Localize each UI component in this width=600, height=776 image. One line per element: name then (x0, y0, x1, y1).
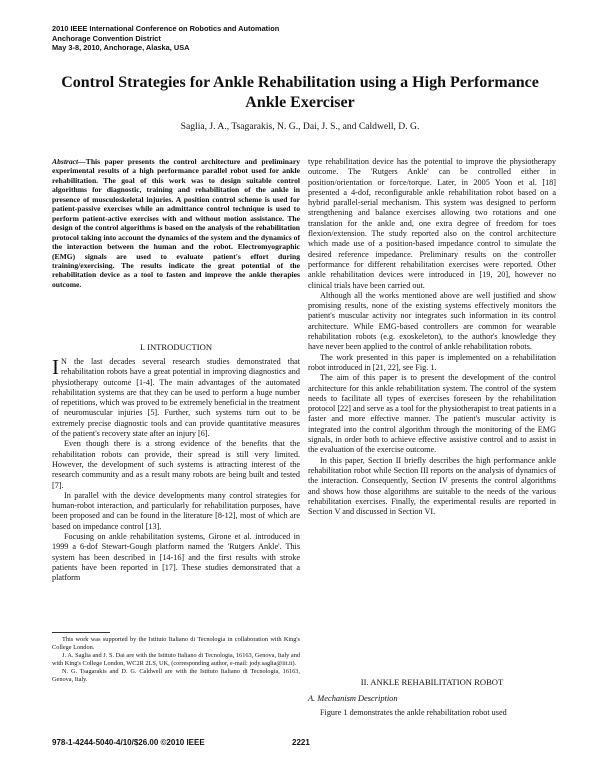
conference-dates: May 3-8, 2010, Anchorage, Alaska, USA (52, 43, 190, 53)
footnote-affiliation-2: N. G. Tsagarakis and D. G. Caldwell are with the Istituto Italiano di Tecnologia, 16163, Genova, Italy. (52, 668, 300, 684)
conference-header (52, 24, 279, 53)
right-paragraph-6: Figure 1 demonstrates the ankle rehabilitation robot used (320, 708, 507, 717)
right-column-body (308, 157, 556, 517)
abstract-label: Abstract— (52, 157, 86, 166)
abstract (52, 157, 300, 289)
right-paragraph-3: The work presented in this paper is implemented on a rehabilitation robot introduced in [21, 22], see Fig. 1. (308, 352, 556, 372)
intro-paragraph-2: Even though there is a strong evidence of the benefits that the rehabilitation robots can provide, their spread is still very limited. However, the development of such systems is attracting interest of the research community and as a result many robots are being built and tested [7]. (52, 439, 300, 490)
subsection-heading-mechanism: A. Mechanism Description (308, 694, 398, 703)
intro-paragraph-3: In parallel with the device developments many control strategies for human-robot interaction, and particularly for rehabilitation purposes, have been proposed and can be found in the literature [8-12], most of which are based on impedance control [13]. (52, 490, 300, 531)
right-paragraph-1: type rehabilitation device has the potential to improve the physiotherapy outcome. The 'Rutgers Ankle' can be controlled either in position/orientation or force/torque. Later, in 2005 Yoon et al. [18] presented a 4-dof, reconfigurable ankle rehabilitation robot based on a hybrid parallel-serial mechanism. This system was designed to perform strengthening and balance exercises allowing two rotations and one translation for the ankle and, one extra degree of freedom for toes flexion/extension. The study reported also on the control architecture which made use of a position-based impedance control to simulate the desired reference impedance. Preliminary results on the controller performance for different rehabilitation exercises were reported. Other ankle rehabilitation devices were introduced in [19, 20], however no clinical trials have been carried out. (308, 157, 556, 290)
footnote-rule (52, 632, 110, 633)
footnote-funding: This work was supported by the Istituto Italiano di Tecnologia in collaboration with King's College London. (52, 636, 300, 652)
intro-paragraph-1: I N the last decades several research studies demonstrated that rehabilitation robots have a great potential in improving diagnostics and physiotherapy outcome [1-4]. The main advantages of the automated rehabilitation systems are that they can be used to perform a huge number of repetitions, which was proved to be extremely beneficial in the treatment of neuromuscular injuries [5]. Further, such systems turn out to be extremely precise diagnostic tools and can provide quantitative measures of the patient's recovery state after an injury [6]. (52, 355, 300, 439)
conference-name: 2010 IEEE International Conference on Robotics and Automation (52, 24, 280, 33)
right-paragraph-4: The aim of this paper is to present the development of the control architecture for this ankle rehabilitation system. The control of the system needs to facilitate all types of exercises foreseen by the rehabilitation protocol [22] and serve as a tool for the physiotherapist to treat patients in a faster and more effective manner. The patient's muscular activity is integrated into the control algorithm through the monitoring of the EMG signals, in order both to achieve effective assistive control and to assist in the evaluation of the exercise outcome. (308, 373, 556, 455)
footnotes (52, 636, 300, 685)
paper-title: Control Strategies for Ankle Rehabilitation using a High Performance Ankle Exerciser (61, 74, 539, 111)
introduction-body (52, 357, 300, 584)
abstract-text: This paper presents the control architecture and preliminary experimental results of a high performance parallel robot used for ankle rehabilitation. The goal of this work was to design suitable control algorithms for diagnostic, training and rehabilitation of the ankle in presence of musculoskeletal injuries. A position control scheme is used for patient-passive exercises while an admittance control technique is used to perform patient-active exercises with and without motion assistance. The design of the control algorithms is based on the analysis of the rehabilitation protocol taking into account the dynamics of the system and the dynamics of the interaction between the human and the robot. Electromyographic (EMG) signals are used to evaluate patient's effort during training/exercising. The results indicate the great potential of the rehabilitation device as a tool to fasten and improve the ankle therapies outcome. (52, 157, 300, 289)
conference-venue: Anchorage Convention District (52, 33, 161, 43)
section-heading-ankle-robot: II. ANKLE REHABILITATION ROBOT (360, 677, 504, 687)
drop-cap: I (52, 355, 59, 379)
footer-isbn: 978-1-4244-5040-4/10/$26.00 ©2010 IEEE (52, 738, 205, 747)
section-heading-introduction: I. INTRODUCTION (139, 342, 213, 352)
paper-authors: Saglia, J. A., Tsagarakis, N. G., Dai, J. S., and Caldwell, D. G. (180, 121, 420, 132)
footnote-affiliation-1: J. A. Saglia and J. S. Dai are with the Istituto Italiano di Tecnologia, 16163, Genova, Italy and with King's College London, WC2R 2LS, UK, (corresponding author, e-mail: jody.saglia@iit.it). (52, 652, 300, 668)
intro-paragraph-4: Focusing on ankle rehabilitation systems, Girone et al. introduced in 1999 a 6-dof Stewart-Gough platform named the 'Rutgers Ankle'. This system has been described in [14-16] and the first results with stroke patients have been reported in [17]. These studies demonstrated that a platform (52, 532, 300, 583)
page-number: 2221 (292, 738, 310, 747)
right-paragraph-2: Although all the works mentioned above are well justified and show promising results, none of the existing systems effectively monitors the patient's muscular activity nor integrates such information in its control architecture. While EMG-based controllers are common for wearable rehabilitation robots (e.g. exoskeleton), to the author's knowledge they have never been applied to the control of ankle rehabilitation robots. (308, 290, 556, 352)
right-paragraph-5: In this paper, Section II briefly describes the high performance ankle rehabilitation robot while Section III reports on the analysis of dynamics of the interaction. Consequently, Section IV presents the control algorithms and shows how those algorithms are suitable to the needs of the various rehabilitation exercises. Finally, the experimental results are reported in Section V and discussed in Section VI. (308, 455, 556, 517)
